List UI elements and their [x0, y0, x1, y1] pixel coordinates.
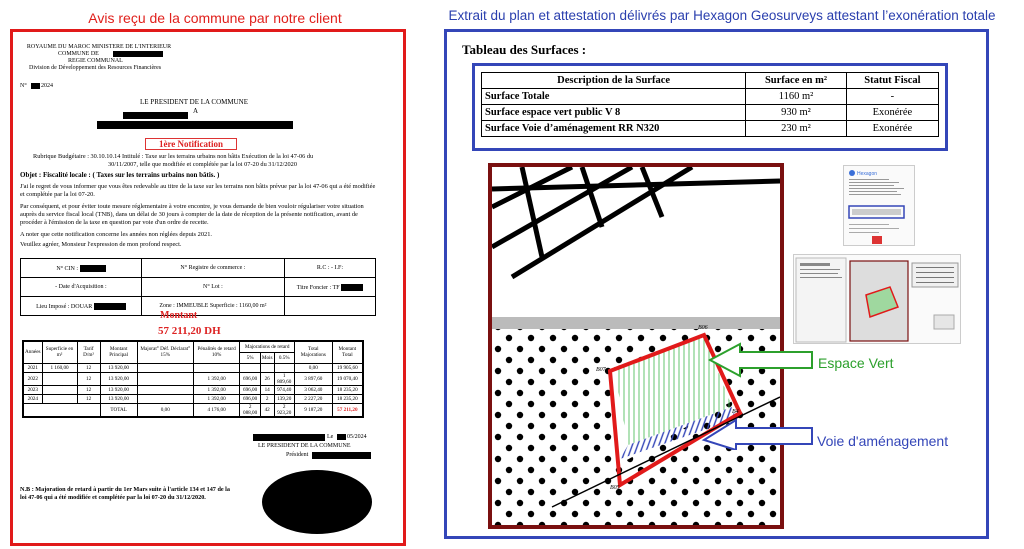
pen-row	[23, 394, 363, 403]
pen-total-cell: 57 211,20	[332, 403, 363, 417]
voie-label: Voie d'aménagement	[817, 433, 949, 449]
redaction	[97, 121, 293, 129]
gov-line-3: REGIE COMMUNAL	[68, 58, 123, 64]
paragraph-3: A noter que cette notification concerne les années non réglées depuis 2021.	[20, 231, 213, 238]
pen-cell: 3 062,40	[294, 385, 332, 394]
pen-cell: 1 392,00	[193, 394, 240, 403]
pen-total-cell: 42	[260, 403, 274, 417]
pen-row	[23, 385, 363, 394]
gov-line-1: ROYAUME DU MAROC MINISTERE DE L'INTERIEUR	[26, 44, 172, 50]
surf-header: Description de la Surface	[482, 73, 746, 89]
president-heading: LE PRESIDENT DE LA COMMUNE	[140, 98, 248, 106]
surf-status: Exonérée	[846, 105, 938, 121]
surf-value: 230 m²	[746, 121, 847, 137]
redaction	[80, 265, 106, 272]
left-title: Avis reçu de la commune par notre client	[88, 10, 342, 26]
addressee-a: A	[193, 107, 199, 115]
plan-label: B06	[698, 325, 708, 331]
stamp-redaction	[262, 470, 372, 534]
surf-header: Statut Fiscal	[846, 73, 938, 89]
pen-cell: 14	[260, 385, 274, 394]
surf-value: 930 m²	[746, 105, 847, 121]
pen-cell: 19 070,40	[332, 372, 363, 385]
pen-cell: 974,40	[274, 385, 294, 394]
surf-value: 1160 m²	[746, 89, 847, 105]
montant-value: 57 211,20 DH	[158, 325, 221, 337]
pen-cell: 2	[260, 394, 274, 403]
redaction	[253, 434, 325, 441]
redaction	[337, 434, 346, 440]
pen-cell	[42, 394, 77, 403]
gov-line-2: COMMUNE DE	[58, 51, 99, 57]
pen-cell	[137, 385, 193, 394]
acquisition-cell: - Date d'Acquisition :	[21, 278, 142, 297]
sign-date-2: 05/2024	[347, 434, 367, 440]
surf-desc: Surface espace vert public V 8	[482, 105, 746, 121]
pen-header: Mois	[260, 352, 274, 363]
pen-cell: 2023	[23, 385, 42, 394]
pen-total-cell: 9 187,20	[294, 403, 332, 417]
plan-label: B07	[596, 367, 606, 373]
pen-cell: 12	[77, 363, 100, 372]
pen-cell: 1 392,00	[193, 372, 240, 385]
zone-cell: Zone : IMMEUBLE Superficie : 1160,00 m²	[141, 297, 284, 316]
redaction	[341, 284, 363, 291]
nb-note: N.B : Majoration de retard à partir du 1er Mars suite à l'article 134 et 147 de la loi 47-06 qui a été modifiée et complétée par la loi 07-20 du 31/12/2020.	[20, 486, 230, 501]
pen-total-cell: 4 176,00	[193, 403, 240, 417]
pen-total-spacer	[23, 403, 100, 417]
pointer-arrows	[700, 340, 820, 450]
pen-cell: 1 392,00	[193, 385, 240, 394]
pen-cell: 139,20	[274, 394, 294, 403]
attestation-thumbnail	[843, 165, 915, 246]
pen-cell	[274, 363, 294, 372]
pen-row	[23, 363, 363, 372]
lieu-label: Lieu Imposé : DOUAR	[36, 303, 93, 310]
pen-total-cell: 2 088,00	[240, 403, 260, 417]
pen-header: Tarif D/m²	[77, 341, 100, 363]
pen-cell: 12	[77, 372, 100, 385]
pen-cell: 0,00	[294, 363, 332, 372]
green-arrow-icon	[710, 344, 812, 376]
pen-header: Pénalités de retard 10%	[193, 341, 240, 363]
pen-header: 0.5%	[274, 352, 294, 363]
pen-header: Total Majorations	[294, 341, 332, 363]
pen-cell: 12	[77, 385, 100, 394]
pen-cell: 18 235,20	[332, 394, 363, 403]
pen-cell: 18 235,20	[332, 385, 363, 394]
gov-line-4: Division de Développement des Resources Financières	[29, 65, 162, 71]
sign-title: LE PRESIDENT DE LA COMMUNE	[258, 443, 351, 449]
penalties-body	[23, 363, 363, 403]
cin-cell	[21, 259, 142, 278]
pen-cell: 1 809,60	[274, 372, 294, 385]
surf-header: Surface en m²	[746, 73, 847, 89]
objet: Objet : Fiscalité locale : ( Taxes sur les terrains urbains non bâtis. )	[20, 171, 220, 179]
registre-cell: N° Registre de commerce :	[141, 259, 284, 278]
plan-sheet-preview	[794, 255, 962, 345]
pen-cell: 13 920,00	[100, 385, 137, 394]
pen-cell: 2021	[23, 363, 42, 372]
surfaces-table	[481, 72, 939, 137]
pen-cell	[42, 372, 77, 385]
sign-president: Président	[286, 452, 309, 458]
pen-cell: 2024	[23, 394, 42, 403]
taxpayer-info-table	[20, 258, 376, 316]
pen-header: Montant Principal	[100, 341, 137, 363]
pen-cell: 1 160,00	[42, 363, 77, 372]
surf-desc: Surface Voie d’aménagement RR N320	[482, 121, 746, 137]
pen-total-cell: 2 923,20	[274, 403, 294, 417]
redaction	[123, 112, 188, 119]
surfaces-title: Tableau des Surfaces :	[462, 42, 587, 57]
paragraph-4: Veuillez agréer, Monsieur l'expression de mon profond respect.	[20, 241, 182, 248]
rc-cell: R.C : - I.F:	[284, 259, 375, 278]
pen-cell: 13 920,00	[100, 372, 137, 385]
paragraph-2: Par conséquent, et pour éviter toute mesure réglementaire à votre encontre, je vous demande de bien vouloir régulariser votre situation auprès du service fiscal local (TNB), dans un délai de 30 jours à compter de la date de réception de la présente notification, avant de procéder à l'émission de la taxe en question par voie d'un ordre de recette.	[20, 203, 364, 226]
plan-label: B05	[610, 485, 620, 491]
surf-desc: Surface Totale	[482, 89, 746, 105]
pen-cell: 696,00	[240, 385, 260, 394]
espace-vert-label: Espace Vert	[818, 355, 894, 371]
surfaces-frame	[472, 63, 948, 151]
pen-cell: 26	[260, 372, 274, 385]
brand-text: Hexagon	[857, 171, 878, 177]
pen-header: Montant Total	[332, 341, 363, 363]
redaction	[31, 83, 40, 89]
plan-label: B4	[732, 409, 739, 415]
pen-header: Majorations de retard	[240, 341, 295, 352]
montant-label: Montant	[160, 310, 198, 321]
pen-cell	[240, 363, 260, 372]
pen-cell	[42, 385, 77, 394]
right-title: Extrait du plan et attestation délivrés par Hexagon Geosurveys attestant l’exonération totale	[448, 8, 996, 23]
redaction	[94, 303, 126, 310]
sign-date: Le	[327, 434, 334, 440]
pen-cell: 19 905,60	[332, 363, 363, 372]
penalties-table	[22, 340, 364, 418]
pen-cell: 13 920,00	[100, 363, 137, 372]
pen-cell: 13 920,00	[100, 394, 137, 403]
surf-status: Exonérée	[846, 121, 938, 137]
road-band	[492, 317, 780, 329]
pen-cell: 2 227,20	[294, 394, 332, 403]
blue-arrow-icon	[704, 420, 812, 450]
pen-header: Années	[23, 341, 42, 363]
plan-thumbnail	[793, 254, 961, 344]
pen-cell: 696,00	[240, 372, 260, 385]
surf-status: -	[846, 89, 938, 105]
ref-label: N°	[20, 83, 27, 89]
cin-label: N° CIN :	[56, 265, 79, 272]
pen-header: 5%	[240, 352, 260, 363]
notification-badge: 1ère Notification	[145, 138, 237, 150]
lieu-cell	[21, 297, 142, 316]
rubrique-line-2: 30/11/2007, telle que modifiée et complétée par la loi 07-20 du 31/12/2020	[108, 161, 297, 168]
pen-cell	[137, 372, 193, 385]
titre-label: Titre Foncier : TF	[296, 284, 340, 291]
pen-total-cell: TOTAL	[100, 403, 137, 417]
redaction	[312, 452, 371, 459]
pen-cell	[137, 394, 193, 403]
pen-cell	[137, 363, 193, 372]
pen-cell: 2022	[23, 372, 42, 385]
redaction	[113, 51, 163, 57]
pen-cell: 3 897,60	[294, 372, 332, 385]
pen-header: Superficie en m²	[42, 341, 77, 363]
empty-cell	[284, 297, 375, 316]
pen-row	[23, 372, 363, 385]
pen-total-cell: 0,00	[137, 403, 193, 417]
titre-cell	[284, 278, 375, 297]
pen-cell	[260, 363, 274, 372]
pen-cell: 696,00	[240, 394, 260, 403]
rubrique-line-1: Rubrique Budgétaire : 30.10.10.14 Intitulé : Taxe sur les terrains urbains non bâtis Exécution de la loi 47-06 du	[33, 153, 314, 160]
ref-year: 2024	[41, 83, 53, 89]
attestation-preview	[844, 166, 916, 247]
lot-cell: N° Lot :	[141, 278, 284, 297]
pen-header: Majorat° Déf. Déclarat° 15%	[137, 341, 193, 363]
pen-cell	[193, 363, 240, 372]
pen-cell: 12	[77, 394, 100, 403]
paragraph-1: J'ai le regret de vous informer que vous êtes redevable au titre de la taxe sur les terrains non bâtis prévue par la loi 47-06 qui a été modifiée et complétée par la loi 07-20.	[20, 183, 376, 198]
